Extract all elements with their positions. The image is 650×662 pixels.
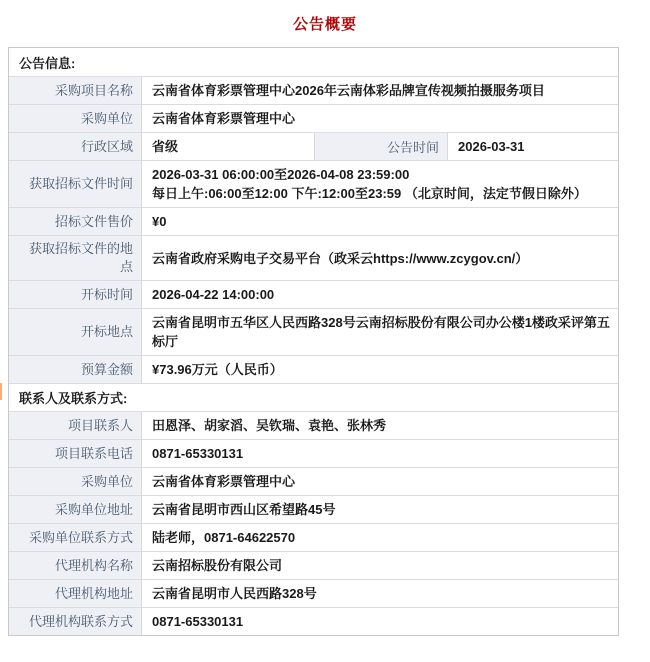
announcement-summary-table	[8, 47, 619, 636]
label-agency-name: 代理机构名称	[9, 552, 142, 579]
row-admin-region-announce-time	[9, 132, 618, 160]
section-header-contact-info	[9, 383, 618, 411]
label-agency-contact: 代理机构联系方式	[9, 608, 142, 635]
section-header-label: 公告信息:	[19, 55, 76, 71]
value-agency-name: 云南招标股份有限公司	[152, 558, 283, 573]
value-doc-place: 云南省政府采购电子交易平台（政采云https://www.zcygov.cn/）	[152, 250, 529, 266]
value-budget: ¥73.96万元（人民币）	[152, 362, 283, 377]
label-bid-open-place: 开标地点	[9, 309, 142, 355]
value-admin-region: 省级	[152, 139, 179, 154]
label-contact-purchaser: 采购单位	[9, 468, 142, 495]
label-purchaser: 采购单位	[9, 105, 142, 132]
label-purchaser-address: 采购单位地址	[9, 496, 142, 523]
value-purchaser-address: 云南省昆明市西山区希望路45号	[152, 502, 336, 517]
label-agency-address: 代理机构地址	[9, 580, 142, 607]
row-purchaser-address	[9, 495, 618, 523]
label-purchaser-contact: 采购单位联系方式	[9, 524, 142, 551]
value-project-name: 云南省体育彩票管理中心2026年云南体彩品牌宣传视频拍摄服务项目	[152, 83, 545, 98]
row-project-contact	[9, 411, 618, 439]
label-doc-place: 获取招标文件的地点	[9, 236, 142, 280]
value-bid-open-time: 2026-04-22 14:00:00	[152, 287, 275, 302]
row-purchaser	[9, 104, 618, 132]
row-bid-open-place	[9, 308, 618, 355]
value-project-phone: 0871-65330131	[152, 446, 244, 461]
label-announce-time: 公告时间	[314, 133, 448, 160]
row-agency-address	[9, 579, 618, 607]
row-doc-time	[9, 160, 618, 207]
value-announce-time: 2026-03-31	[458, 139, 525, 154]
row-bid-open-time	[9, 280, 618, 308]
label-doc-time: 获取招标文件时间	[9, 161, 142, 207]
label-bid-open-time: 开标时间	[9, 281, 142, 308]
row-doc-place	[9, 235, 618, 280]
doc-time-line2: 每日上午:06:00至12:00 下午:12:00至23:59 （北京时间，法定节假日除外）	[152, 186, 587, 201]
row-purchaser-contact	[9, 523, 618, 551]
value-doc-time	[142, 161, 618, 207]
label-admin-region: 行政区域	[9, 133, 142, 160]
row-contact-purchaser	[9, 467, 618, 495]
row-project-name	[9, 76, 618, 104]
label-doc-price: 招标文件售价	[9, 208, 142, 235]
left-edge-highlight-artifact	[0, 383, 2, 400]
label-project-phone: 项目联系电话	[9, 440, 142, 467]
doc-time-line1: 2026-03-31 06:00:00至2026-04-08 23:59:00	[152, 167, 410, 182]
value-agency-address: 云南省昆明市人民西路328号	[152, 586, 317, 601]
value-project-contact: 田恩泽、胡家滔、吴钦瑞、袁艳、张林秀	[152, 418, 387, 433]
value-agency-contact: 0871-65330131	[152, 614, 244, 629]
row-agency-contact	[9, 607, 618, 635]
value-purchaser-contact: 陆老师，0871-64622570	[152, 530, 296, 545]
row-agency-name	[9, 551, 618, 579]
row-project-phone	[9, 439, 618, 467]
label-project-contact: 项目联系人	[9, 412, 142, 439]
value-purchaser: 云南省体育彩票管理中心	[152, 111, 296, 126]
value-bid-open-place: 云南省昆明市五华区人民西路328号云南招标股份有限公司办公楼1楼政采评第五标厅	[152, 315, 610, 349]
section-header-announcement-info	[9, 48, 618, 76]
page-title: 公告概要	[292, 16, 357, 33]
section-header-label: 联系人及联系方式:	[19, 391, 128, 406]
label-budget: 预算金额	[9, 356, 142, 383]
row-budget	[9, 355, 618, 383]
label-project-name: 采购项目名称	[9, 77, 142, 104]
value-doc-price: ¥0	[152, 214, 167, 229]
row-doc-price	[9, 207, 618, 235]
value-contact-purchaser: 云南省体育彩票管理中心	[152, 474, 296, 489]
